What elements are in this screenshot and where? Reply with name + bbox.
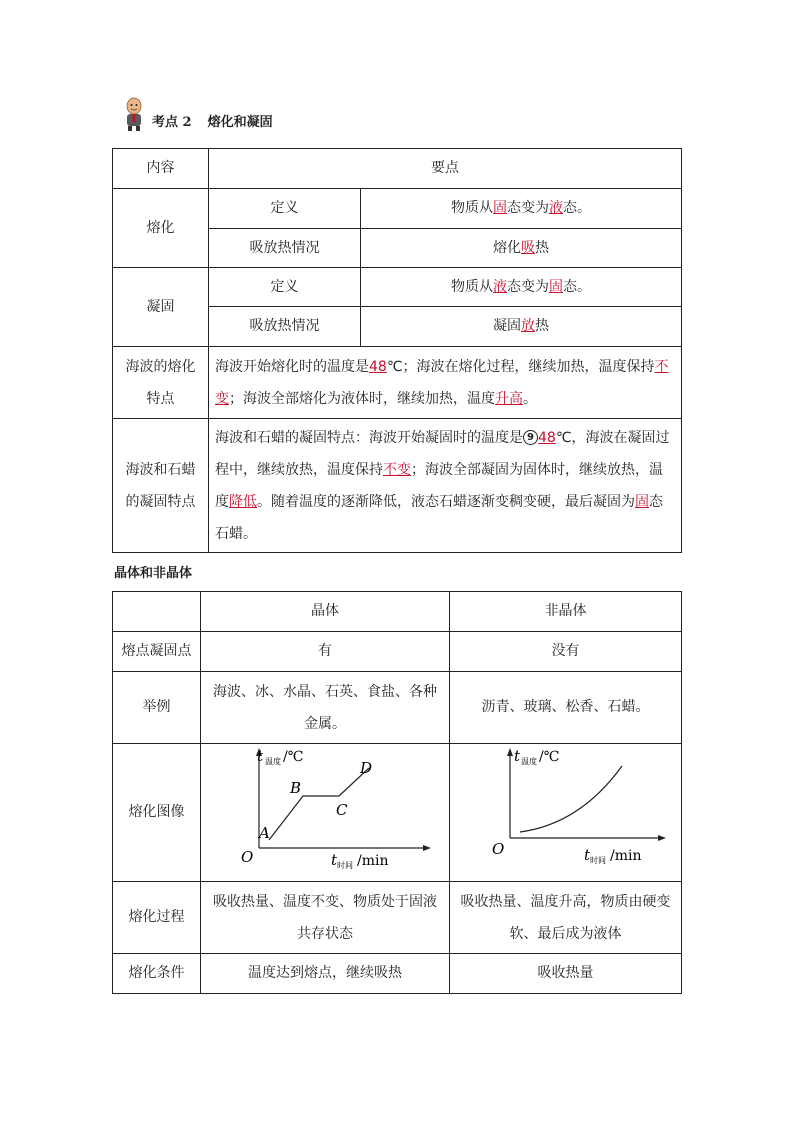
row-label-graph: 熔化图像: [113, 744, 201, 882]
x-axis-sub: 时间: [590, 856, 606, 865]
hypo-melt-text: 海波开始熔化时的温度是48℃；海波在熔化过程，继续加热，温度保持不变；海波全部熔化为液体时，继续加热，温度升高。: [209, 347, 682, 419]
x-axis-t: t: [584, 846, 591, 864]
solidify-def-label: 定义: [209, 268, 361, 307]
table-row: [113, 744, 682, 882]
point-d-label: D: [360, 759, 373, 777]
hypo-solid-text: 海波和石蜡的凝固特点：海波开始凝固时的温度是 9 48℃，海波在凝固过程中，继续放热，温度保持不变；海波全部凝固为固体时，继续放热，温度降低。随着温度的逐渐降低，液态石蜡逐渐变稠变硬，最后凝固为固态石蜡。: [209, 419, 682, 553]
melting-heat-label: 吸放热情况: [209, 229, 361, 268]
crystal-example: 海波、冰、水晶、石英、食盐、各种金属。: [201, 672, 450, 744]
table-row: [113, 954, 682, 994]
amorphous-point: 没有: [450, 632, 682, 672]
crystal-section-title: 晶体和非晶体: [114, 566, 193, 581]
y-axis-unit: /℃: [283, 749, 304, 765]
solidify-def: 物质从液态变为固态。: [361, 268, 682, 307]
y-axis-t: t: [514, 747, 521, 765]
x-axis-unit: /min: [357, 853, 389, 869]
row-label-point: 熔点凝固点: [113, 632, 201, 672]
circled-number: 9: [523, 430, 538, 445]
table-row: [113, 592, 682, 632]
point-c-label: C: [336, 801, 348, 819]
header-amorphous: 非晶体: [450, 592, 682, 632]
hypo-solid-label: 海波和石蜡 的凝固特点: [113, 419, 209, 553]
amorphous-condition: 吸收热量: [450, 954, 682, 994]
header-content: 内容: [113, 149, 209, 189]
amorphous-graph-cell: [450, 744, 682, 882]
x-axis-unit: /min: [610, 848, 642, 864]
table-row: [113, 268, 682, 307]
header-empty: [113, 592, 201, 632]
hypo-melt-label: 海波的熔化 特点: [113, 347, 209, 419]
crystal-comparison-table: [112, 591, 682, 994]
table-row: [113, 347, 682, 419]
row-label-example: 举例: [113, 672, 201, 744]
crystal-process: 吸收热量、温度不变、物质处于固液共存状态: [201, 882, 450, 954]
point-b-label: B: [290, 779, 302, 797]
table-row: [113, 419, 682, 553]
origin-label: O: [492, 840, 505, 858]
row-label-process: 熔化过程: [113, 882, 201, 954]
teacher-mascot-icon: [122, 97, 146, 131]
melting-solidification-table: [112, 148, 682, 553]
y-axis-sub: 温度: [521, 757, 537, 766]
solidify-label: 凝固: [113, 268, 209, 347]
solidify-heat-label: 吸放热情况: [209, 307, 361, 347]
origin-label: O: [241, 848, 254, 866]
amorphous-process: 吸收热量、温度升高，物质由硬变软、最后成为液体: [450, 882, 682, 954]
y-axis-t: t: [257, 747, 264, 765]
melting-def: 物质从固态变为液态。: [361, 189, 682, 229]
amorphous-melting-graph: [450, 744, 682, 874]
melting-label: 熔化: [113, 189, 209, 268]
crystal-graph-cell: [201, 744, 450, 882]
melting-heat: 熔化吸热: [361, 229, 682, 268]
crystal-condition: 温度达到熔点，继续吸热: [201, 954, 450, 994]
table-row: [113, 189, 682, 229]
x-axis-sub: 时间: [337, 861, 353, 870]
melting-def-label: 定义: [209, 189, 361, 229]
y-axis-sub: 温度: [265, 757, 281, 766]
row-label-condition: 熔化条件: [113, 954, 201, 994]
x-axis-t: t: [331, 851, 338, 869]
table-row: [113, 672, 682, 744]
table-row: [113, 882, 682, 954]
crystal-point: 有: [201, 632, 450, 672]
section-heading: [122, 97, 289, 131]
solidify-heat: 凝固放热: [361, 307, 682, 347]
amorphous-example: 沥青、玻璃、松香、石蜡。: [450, 672, 682, 744]
section-title: 考点 2 熔化和凝固: [152, 115, 273, 130]
table-row: [113, 632, 682, 672]
table-row: [113, 149, 682, 189]
crystal-melting-graph: [201, 744, 450, 874]
header-crystal: 晶体: [201, 592, 450, 632]
y-axis-unit: /℃: [539, 749, 560, 765]
header-points: 要点: [209, 149, 682, 189]
point-a-label: A: [259, 824, 270, 842]
